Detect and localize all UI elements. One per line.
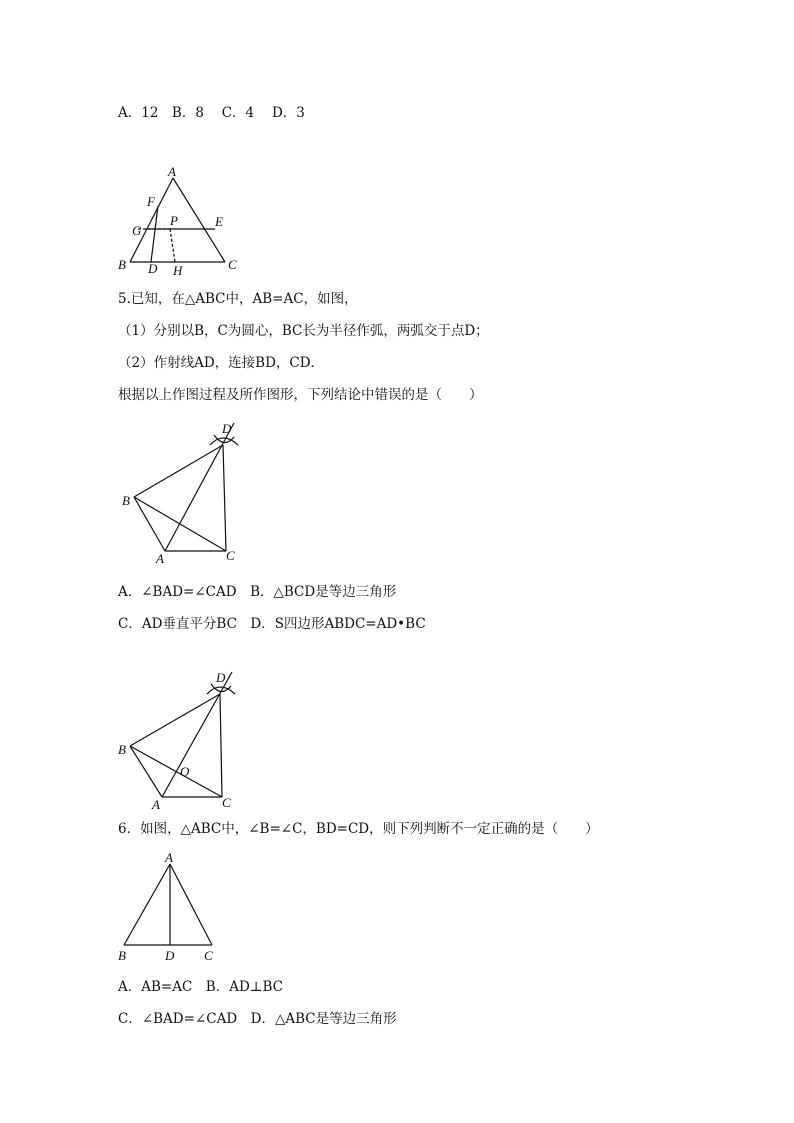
label-c: C [204,948,213,963]
label-b: B [118,948,126,963]
figure-q5-answer-with-o [110,664,250,814]
q5-step2: （2）作射线AD，连接BD，CD． [118,355,325,371]
label-d: D [222,421,232,436]
label-d: D [148,261,158,276]
label-d: D [216,670,226,685]
label-b: B [118,257,126,272]
q5-options-c-d: C．AD垂直平分BC D．S四边形ABDC=AD•BC [118,616,426,632]
label-c: C [226,548,235,563]
q6-options-c-d: C．∠BAD=∠CAD D．△ABC是等边三角形 [118,1011,397,1027]
label-f: F [147,194,155,209]
label-a: A [152,797,160,812]
label-b: B [122,493,130,508]
q6-stem: 6．如图，△ABC中，∠B=∠C，BD=CD，则下列判断不一定正确的是（ ） [118,821,599,837]
label-o: O [180,764,190,779]
figure-q5-construction [110,415,250,570]
q5-question: 根据以上作图过程及所作图形，下列结论中错误的是（ ） [118,387,483,403]
figure-q6-triangle [112,848,232,966]
q6-options-a-b: A．AB=AC B．AD⊥BC [118,979,283,995]
q5-options-a-b: A．∠BAD=∠CAD B．△BCD是等边三角形 [118,584,397,600]
label-a: A [165,850,173,865]
figure-triangle-abc-parallel-lines [110,160,250,280]
label-a: A [168,164,176,179]
label-d: D [165,948,175,963]
label-p: P [170,213,178,228]
label-c: C [228,257,237,272]
q5-stem: 5.已知，在△ABC中，AB=AC，如图， [118,291,358,307]
label-b: B [118,742,126,757]
label-g: G [132,223,142,238]
q4-options: A．12 B．8 C．4 D．3 [118,105,305,121]
label-a: A [156,551,164,566]
label-h: H [173,263,183,278]
label-e: E [215,214,223,229]
label-c: C [222,795,231,810]
q5-step1: （1）分别以B，C为圆心，BC长为半径作弧，两弧交于点D； [118,323,489,339]
